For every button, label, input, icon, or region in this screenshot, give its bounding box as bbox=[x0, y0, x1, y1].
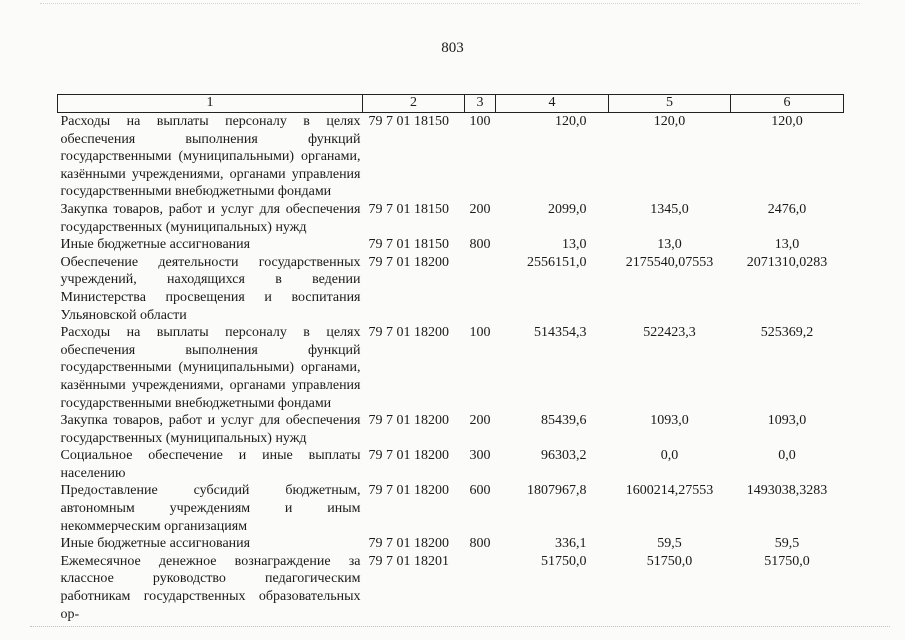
row-type: 600 bbox=[469, 483, 491, 499]
table-row bbox=[58, 113, 844, 201]
row-value-5: 0,0 bbox=[660, 448, 679, 464]
row-value-5: 1600214,27553 bbox=[625, 483, 714, 499]
row-value-5: 2175540,07553 bbox=[625, 254, 714, 270]
row-type: 200 bbox=[469, 413, 491, 429]
table-row bbox=[58, 254, 844, 324]
row-value-4: 85439,6 bbox=[541, 413, 587, 429]
row-value-4: 1807967,8 bbox=[527, 483, 587, 499]
row-value-6: 120,0 bbox=[771, 114, 803, 129]
row-value-4: 514354,3 bbox=[534, 325, 587, 341]
scan-artifact-bottom bbox=[30, 626, 890, 630]
header-col-3: 3 bbox=[465, 95, 496, 113]
row-value-4: 51750,0 bbox=[541, 553, 587, 569]
row-value-6: 59,5 bbox=[774, 536, 800, 552]
row-name: Иные бюджетные ассигнования bbox=[60, 536, 251, 552]
row-value-5: 13,0 bbox=[657, 237, 682, 253]
row-code: 79 7 01 18150 bbox=[368, 201, 449, 217]
row-name: Иные бюджетные ассигнования bbox=[60, 237, 251, 253]
header-row bbox=[58, 95, 844, 113]
row-code: 79 7 01 18150 bbox=[368, 237, 449, 253]
row-value-6: 2071310,0283 bbox=[746, 254, 828, 270]
header-col-6: 6 bbox=[731, 95, 844, 113]
row-code: 79 7 01 18150 bbox=[368, 114, 449, 129]
row-type: 200 bbox=[469, 201, 491, 217]
row-value-6: 13,0 bbox=[774, 237, 800, 253]
row-type: 100 bbox=[469, 114, 491, 129]
table-header bbox=[58, 95, 844, 113]
row-code: 79 7 01 18200 bbox=[368, 483, 449, 499]
row-code: 79 7 01 18200 bbox=[368, 536, 449, 552]
table-row bbox=[58, 236, 844, 254]
row-value-5: 59,5 bbox=[657, 536, 682, 552]
row-code: 79 7 01 18200 bbox=[368, 448, 449, 464]
table-row bbox=[58, 482, 844, 535]
row-value-5: 522423,3 bbox=[643, 325, 696, 341]
row-name: Предоставление субсидий бюджетным, автономным учреждениям и иным некоммерческим организациям bbox=[60, 483, 361, 534]
page-number: 803 bbox=[441, 40, 464, 56]
row-value-5: 120,0 bbox=[653, 114, 686, 129]
row-value-4: 13,0 bbox=[562, 237, 587, 253]
row-code: 79 7 01 18200 bbox=[368, 325, 449, 341]
header-col-4: 4 bbox=[496, 95, 609, 113]
table-row bbox=[58, 553, 844, 623]
row-type: 100 bbox=[469, 325, 491, 341]
table-row bbox=[58, 535, 844, 553]
row-name: Закупка товаров, работ и услуг для обеспечения государственных (муниципальных) нужд bbox=[60, 413, 361, 446]
row-name: Расходы на выплаты персоналу в целях обеспечения выполнения функций государственными (муниципальными) органами, казёнными учреждениями, органами управления государственными внебюджетными фондами bbox=[60, 114, 361, 200]
table-row bbox=[58, 412, 844, 447]
row-value-5: 1345,0 bbox=[650, 201, 689, 217]
row-value-4: 2099,0 bbox=[548, 201, 587, 217]
header-col-2: 2 bbox=[363, 95, 465, 113]
header-col-5: 5 bbox=[609, 95, 731, 113]
budget-table bbox=[57, 94, 844, 623]
header-col-1: 1 bbox=[58, 95, 363, 113]
row-value-6: 2476,0 bbox=[767, 201, 807, 217]
row-name: Закупка товаров, работ и услуг для обеспечения государственных (муниципальных) нужд bbox=[60, 201, 361, 235]
row-type: 300 bbox=[469, 448, 491, 464]
row-value-5: 51750,0 bbox=[646, 553, 693, 569]
row-name: Ежемесячное денежное вознаграждение за классное руководство педагогическим работникам государственных образовательных ор- bbox=[60, 553, 361, 622]
row-code: 79 7 01 18201 bbox=[368, 553, 449, 569]
row-value-4: 96303,2 bbox=[541, 448, 587, 464]
row-name: Расходы на выплаты персоналу в целях обеспечения выполнения функций государственными (муниципальными) органами, казёнными учреждениями, органами управления государственными внебюджетными фондами bbox=[60, 325, 361, 411]
row-type: 800 bbox=[469, 237, 491, 253]
row-code: 79 7 01 18200 bbox=[368, 413, 449, 429]
row-code: 79 7 01 18200 bbox=[368, 254, 449, 270]
row-value-6: 525369,2 bbox=[760, 325, 814, 341]
row-type: 800 bbox=[469, 536, 491, 552]
row-value-4: 336,1 bbox=[555, 536, 587, 552]
row-value-6: 1093,0 bbox=[767, 413, 807, 429]
row-value-6: 51750,0 bbox=[764, 553, 810, 569]
row-value-6: 0,0 bbox=[778, 448, 796, 464]
scan-artifact-top bbox=[40, 3, 860, 6]
row-value-4: 120,0 bbox=[555, 114, 587, 129]
row-value-4: 2556151,0 bbox=[527, 254, 587, 270]
row-value-6: 1493038,3283 bbox=[746, 483, 828, 499]
table-row bbox=[58, 447, 844, 482]
row-type bbox=[465, 553, 496, 623]
row-value-5: 1093,0 bbox=[650, 413, 689, 429]
row-type bbox=[465, 254, 496, 324]
table-row bbox=[58, 324, 844, 412]
row-name: Обеспечение деятельности государственных учреждений, находящихся в ведении Министерства просвещения и воспитания Ульяновской области bbox=[60, 254, 361, 323]
row-name: Социальное обеспечение и иные выплаты населению bbox=[60, 448, 361, 481]
table-row bbox=[58, 201, 844, 236]
